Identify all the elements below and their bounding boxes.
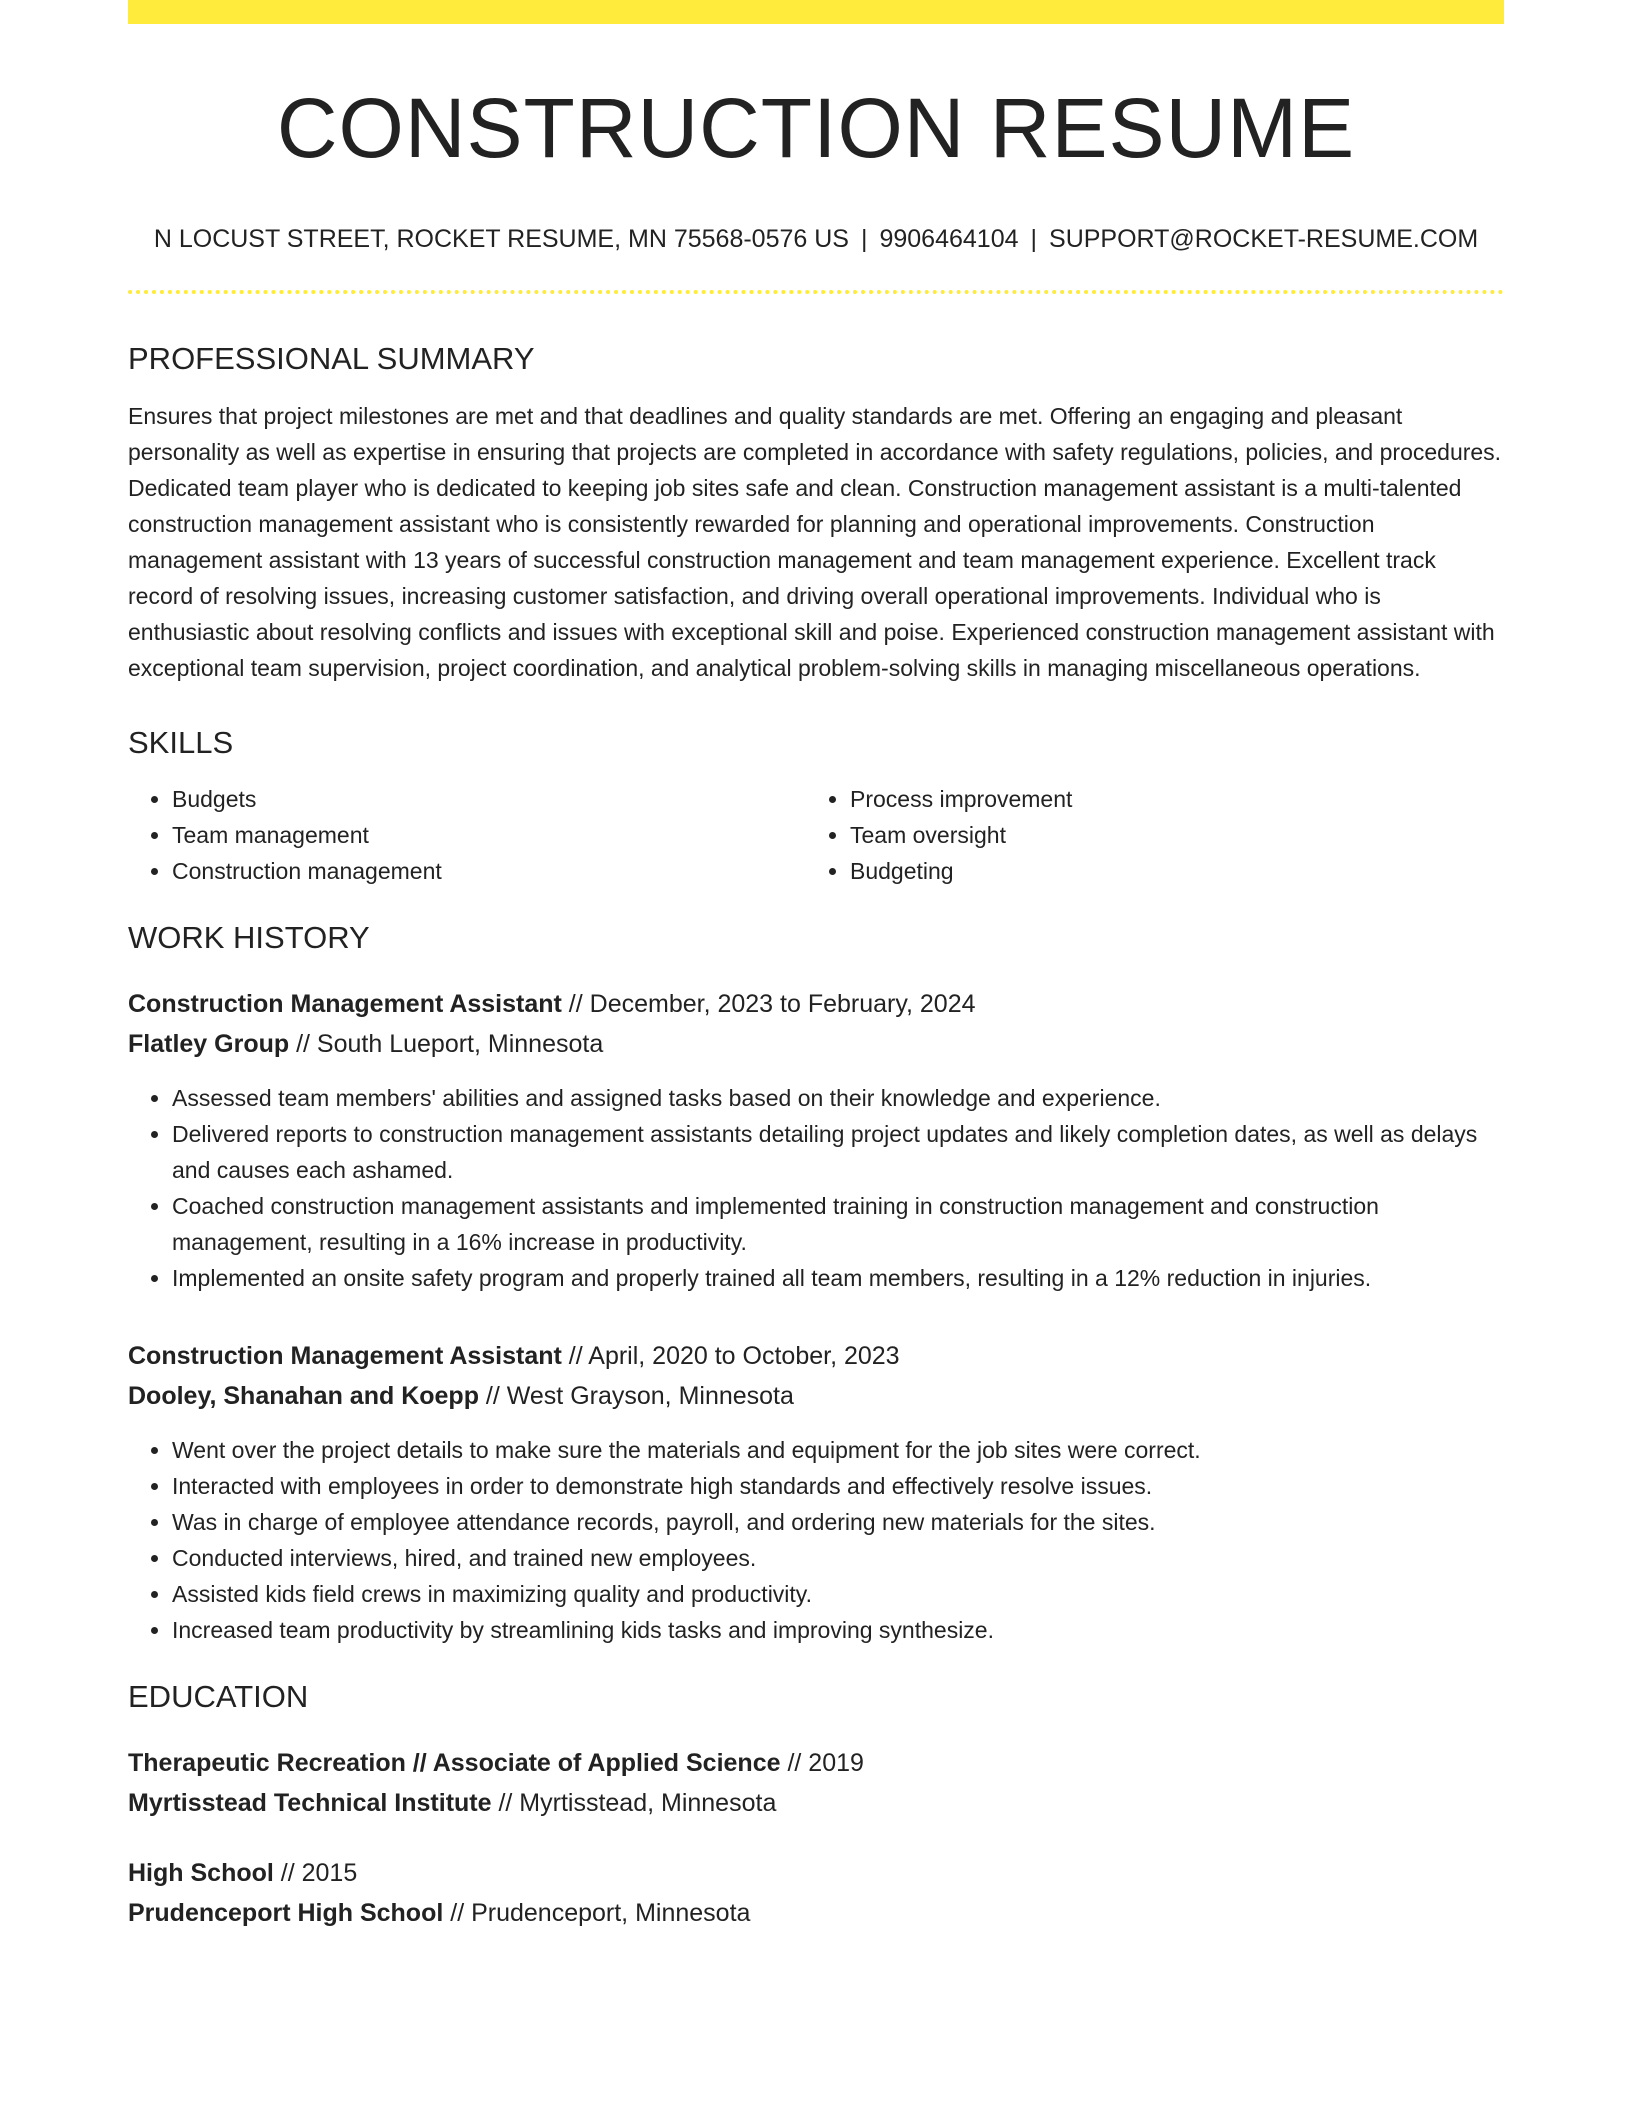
job-role: Construction Management Assistant <box>128 989 562 1018</box>
job-location: // West Grayson, Minnesota <box>478 1381 794 1410</box>
contact-email: SUPPORT@ROCKET-RESUME.COM <box>1049 225 1479 254</box>
contact-line <box>128 224 1504 254</box>
job-dates: // April, 2020 to October, 2023 <box>561 1341 900 1370</box>
work-history-heading: WORK HISTORY <box>128 919 370 955</box>
contact-separator: | <box>1030 225 1038 254</box>
job-bullet: • Implemented an onsite safety program and properly trained all team members, resulting in a 12% reduction in injuries. <box>172 1260 1504 1296</box>
job-bullet: • Conducted interviews, hired, and trained new employees. <box>172 1540 1504 1576</box>
job-bullet: • Delivered reports to construction management assistants detailing project updates and likely completion dates, as well as delays and causes each ashamed. <box>172 1116 1504 1188</box>
job-bullet: • Increased team productivity by streamlining kids tasks and improving synthesize. <box>172 1612 1504 1648</box>
education-school: Myrtisstead Technical Institute <box>128 1789 492 1818</box>
job-role: Construction Management Assistant <box>128 1341 562 1370</box>
skill-item: • Team management <box>172 817 806 853</box>
job-title-line <box>128 984 1504 1024</box>
contact-phone: 9906464104 <box>879 225 1019 254</box>
skill-item: • Budgeting <box>850 853 1484 889</box>
education-location: // Myrtisstead, Minnesota <box>491 1789 777 1818</box>
resume-page <box>128 0 1504 1933</box>
job-bullet: • Was in charge of employee attendance records, payroll, and ordering new materials for the sites. <box>172 1504 1504 1540</box>
job-title-line <box>128 1336 1504 1376</box>
job-bullet: • Interacted with employees in order to demonstrate high standards and effectively resolve issues. <box>172 1468 1504 1504</box>
job-company-line <box>128 1024 1504 1064</box>
skills-heading: SKILLS <box>128 724 234 760</box>
skill-item: • Process improvement <box>850 781 1484 817</box>
skills-column-right <box>806 781 1484 889</box>
contact-address: N LOCUST STREET, ROCKET RESUME, MN 75568-0576 US <box>153 225 849 254</box>
education-entry <box>128 1743 1504 1823</box>
job-entry <box>128 984 1504 1296</box>
skills-list <box>128 781 1504 889</box>
job-company: Flatley Group <box>128 1029 290 1058</box>
job-dates: // December, 2023 to February, 2024 <box>561 989 976 1018</box>
skill-item: • Budgets <box>172 781 806 817</box>
accent-top-bar <box>128 0 1504 24</box>
education-degree: High School <box>128 1859 274 1888</box>
job-bullet: • Assisted kids field crews in maximizing quality and productivity. <box>172 1576 1504 1612</box>
job-bullet: • Assessed team members' abilities and assigned tasks based on their knowledge and experience. <box>172 1080 1504 1116</box>
education-location: // Prudenceport, Minnesota <box>443 1899 751 1928</box>
job-bullets <box>128 1432 1504 1648</box>
education-entry <box>128 1853 1504 1933</box>
summary-text: Ensures that project milestones are met and that deadlines and quality standards are met. Offering an engaging and pleasant personality as well as expertise in ensuring that projects are completed in accordance with safety regulations, policies, and procedures. Dedicated team player who is dedicated to keeping job sites safe and clean. Construction management assistant is a multi-talented construction management assistant who is consistently rewarded for planning and operational improvements. Construction management assistant with 13 years of successful construction management and team management experience. Excellent track record of resolving issues, increasing customer satisfaction, and driving overall operational improvements. Individual who is enthusiastic about resolving conflicts and issues with exceptional skill and poise. Experienced construction management assistant with exceptional team supervision, project coordination, and analytical problem-solving skills in managing miscellaneous operations. <box>128 402 1502 681</box>
skill-item: • Team oversight <box>850 817 1484 853</box>
education-degree-line <box>128 1743 1504 1783</box>
job-entry <box>128 1336 1504 1648</box>
job-bullet: • Went over the project details to make sure the materials and equipment for the job sites were correct. <box>172 1432 1504 1468</box>
summary-heading: PROFESSIONAL SUMMARY <box>128 341 535 377</box>
job-location: // South Lueport, Minnesota <box>289 1029 604 1058</box>
education-school-line <box>128 1783 1504 1823</box>
education-school: Prudenceport High School <box>128 1899 444 1928</box>
education-degree: Therapeutic Recreation // Associate of Applied Science <box>128 1749 781 1778</box>
job-bullets <box>128 1080 1504 1296</box>
job-company-line <box>128 1376 1504 1416</box>
resume-title: CONSTRUCTION RESUME <box>276 81 1356 175</box>
dotted-divider <box>128 290 1504 294</box>
job-bullet: • Coached construction management assistants and implemented training in construction management and construction management, resulting in a 16% increase in productivity. <box>172 1188 1504 1260</box>
skills-column-left <box>128 781 806 889</box>
skill-item: • Construction management <box>172 853 806 889</box>
education-year: // 2015 <box>273 1859 358 1888</box>
contact-separator: | <box>860 225 868 254</box>
education-year: // 2019 <box>780 1749 864 1778</box>
education-degree-line <box>128 1853 1504 1893</box>
education-heading: EDUCATION <box>128 1678 309 1714</box>
job-company: Dooley, Shanahan and Koepp <box>128 1381 479 1410</box>
education-school-line <box>128 1893 1504 1933</box>
